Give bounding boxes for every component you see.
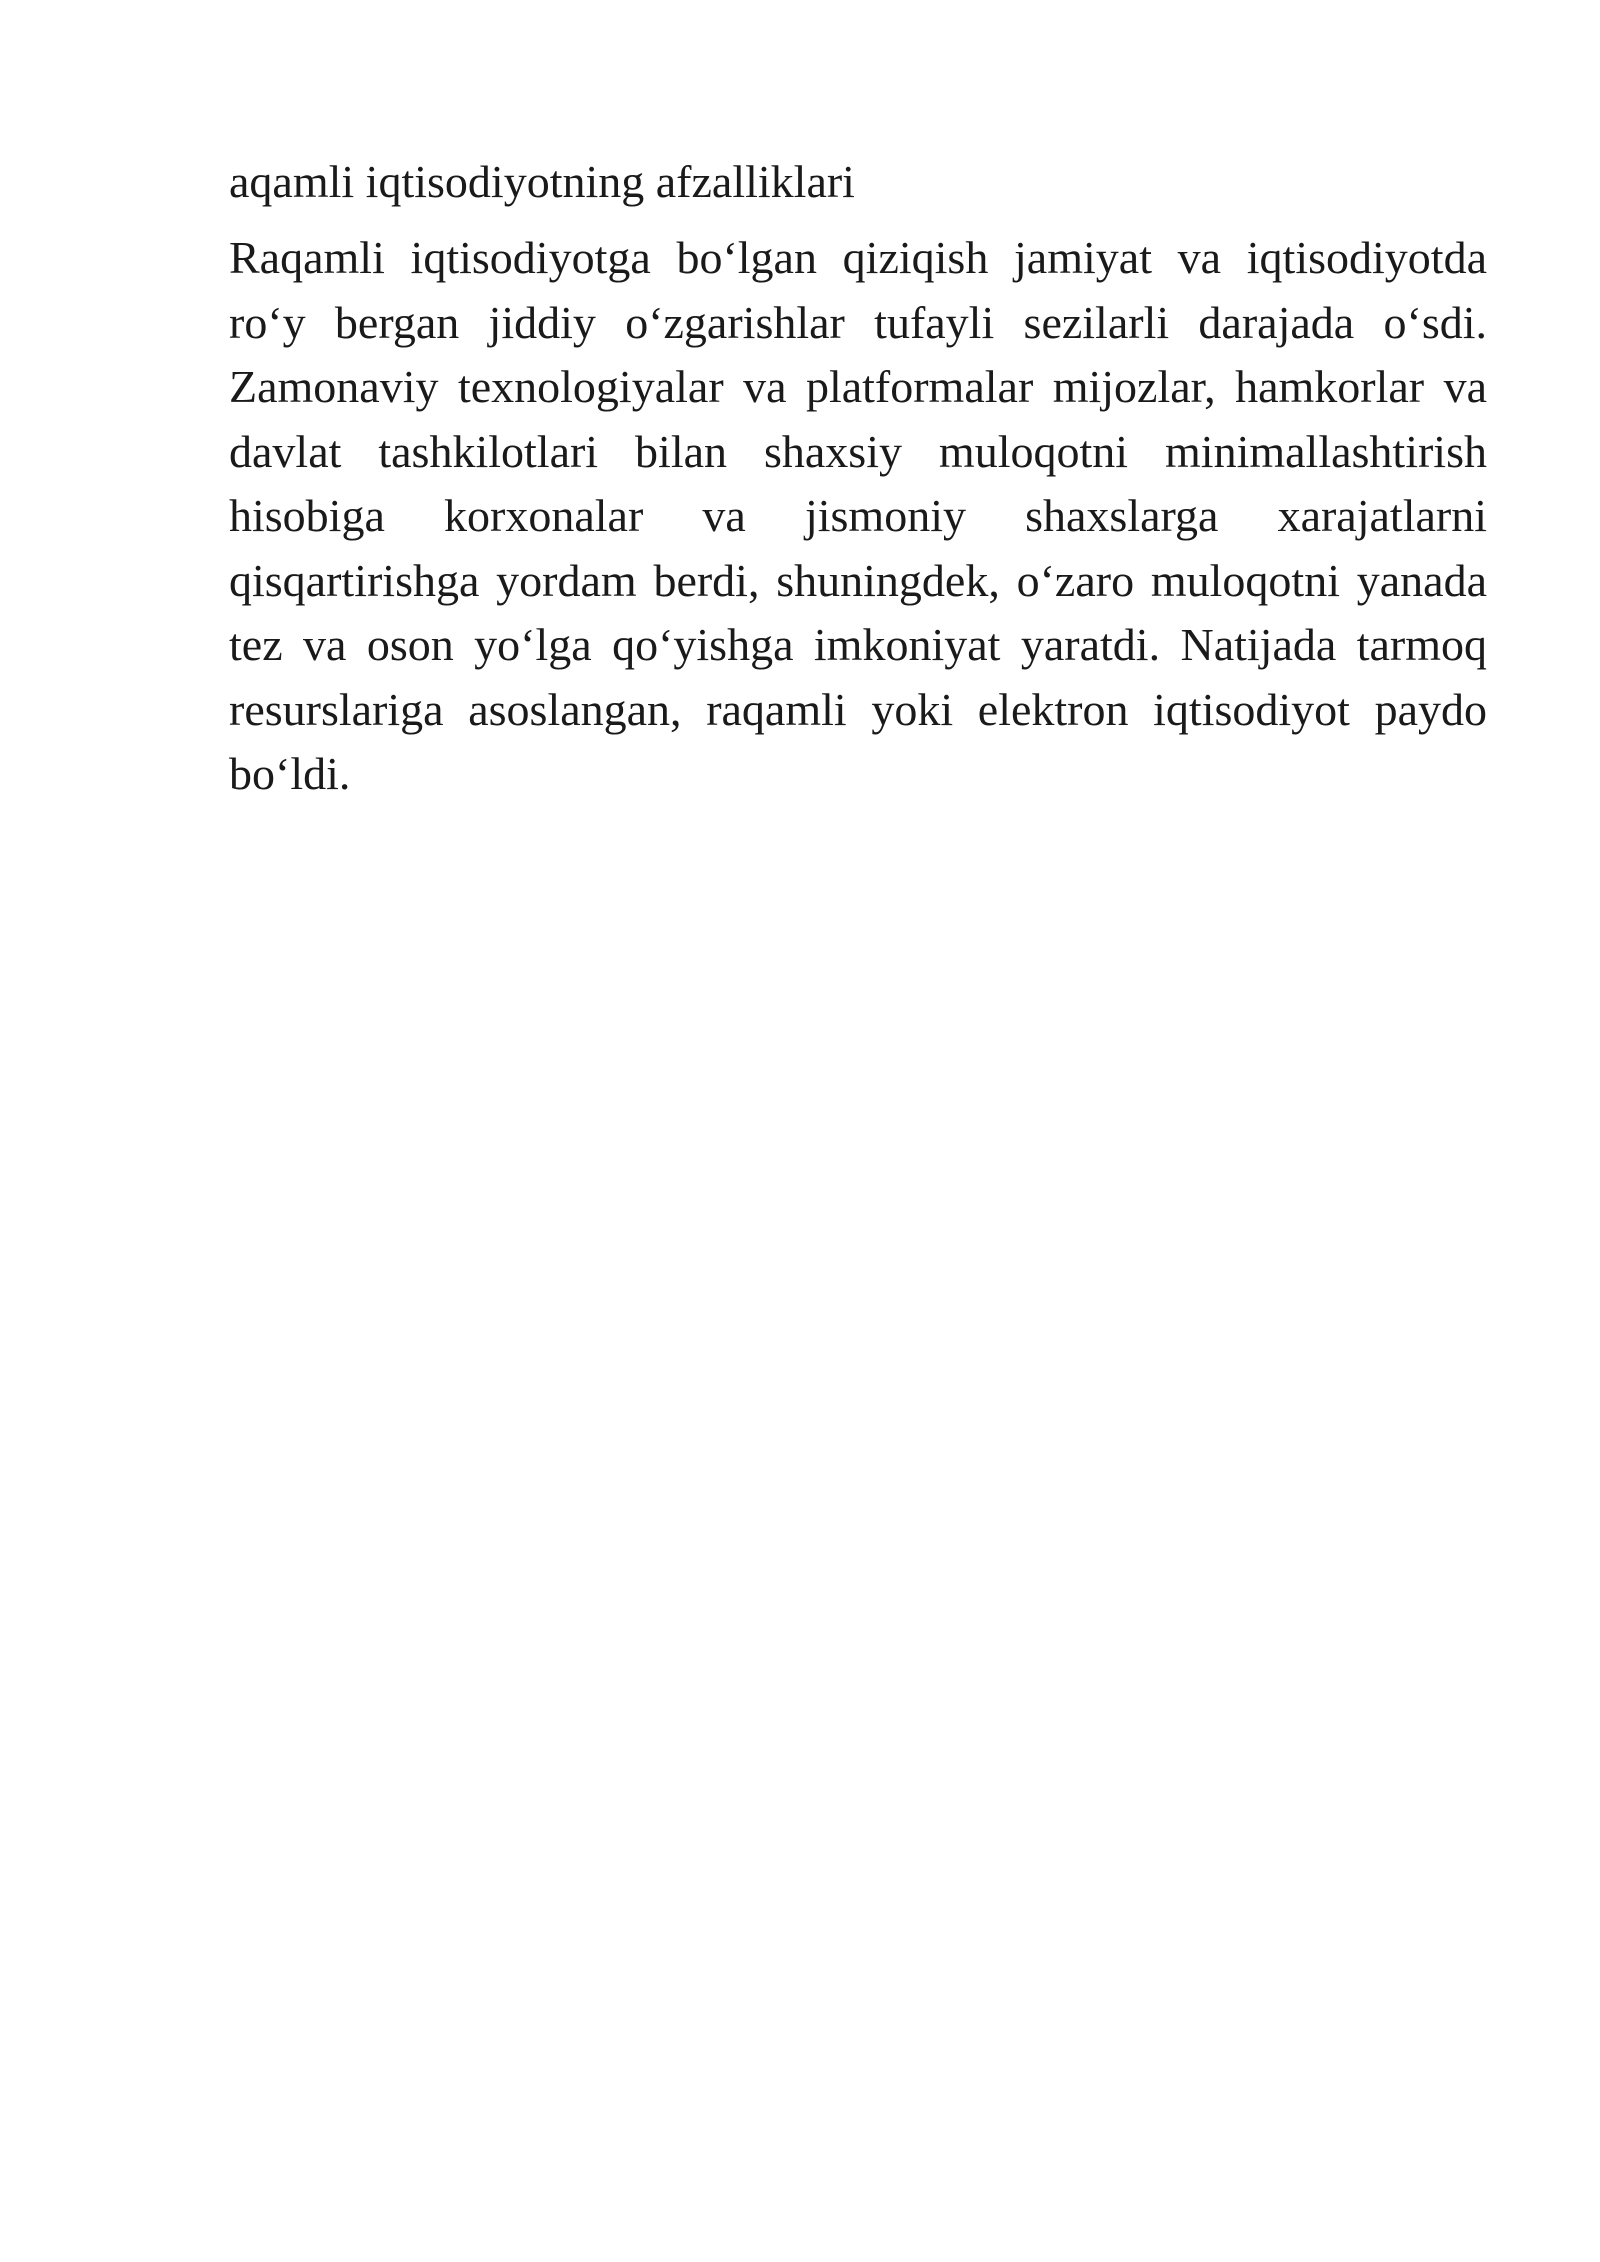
body-paragraph: Raqamli iqtisodiyotga bo‘lgan qiziqish jamiyat va iqtisodiyotda ro‘y bergan jiddiy o‘zgarishlar tufayli sezilarli darajada o‘sdi. Zamonaviy texnologiyalar va platformalar mijozlar, hamkorlar va davlat tashkilotlari bilan shaxsiy muloqotni minimallashtirish hisobiga korxonalar va jismoniy shaxslarga xarajatlarni qisqartirishga yordam berdi, shuningdek, o‘zaro muloqotni yanada tez va oson yo‘lga qo‘yishga imkoniyat yaratdi. Natijada tarmoq resurslariga asoslangan, raqamli yoki elektron iqtisodiyot paydo bo‘ldi. <box>229 232 1487 799</box>
document-body <box>229 150 1487 807</box>
section-heading: aqamli iqtisodiyotning afzalliklari <box>229 156 855 207</box>
